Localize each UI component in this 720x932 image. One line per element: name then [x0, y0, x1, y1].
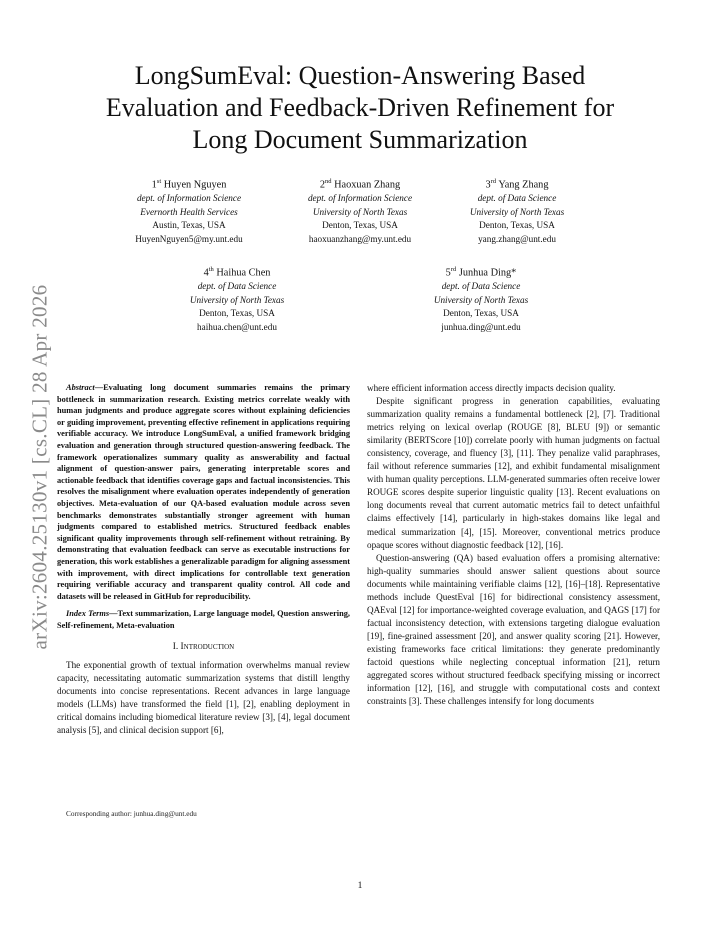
author-org: University of North Texas — [189, 294, 285, 305]
author-block-4 — [137, 263, 337, 334]
author-ordinal-suffix: nd — [325, 178, 332, 185]
author-dept: dept. of Data Science — [441, 281, 521, 292]
paragraph-continuation: where efficient information access directly impacts decision quality. — [367, 383, 616, 393]
title-line-3: Long Document Summarization — [192, 125, 528, 154]
index-terms-lead: Index Terms — [66, 609, 110, 619]
title-line-1: LongSumEval: Question-Answering Based — [134, 61, 586, 90]
index-terms — [57, 608, 350, 631]
right-column — [367, 382, 660, 708]
abstract-text: —Evaluating long document summaries remains the primary bottleneck in summarization research. Existing metrics correlate weakly with human judgments and produce aggregate scores without explaining deficiencies or guiding improvement, preventing effective refinement in applications requiring verifiable accuracy. We introduce LongSumEval, a unified framework bridging evaluation and generation through structured question-answering feedback. The framework operationalizes summary quality as answerability and factual alignment of question-answer pairs, generating interpretable scores and actionable feedback that identifies coverage gaps and factual inconsistencies. This resolves the misalignment where evaluation operates independently of generation objectives. Meta-evaluation of our QA-based evaluation module across seven benchmarks demonstrates substantially stronger agreement with human judgments compared to established metrics. Structured feedback enables significant quality improvements through self-refinement without retraining. By demonstrating that evaluation feedback can serve as executable instructions for generation, this work establishes a generalizable paradigm for aligning assessment with improvement, with direct implications for controllable text generation requiring verifiable accuracy and transparent quality control. All code and datasets will be released in GitHub for reproducibility. — [57, 383, 350, 601]
author-org: University of North Texas — [433, 294, 529, 305]
author-email: yang.zhang@unt.edu — [478, 233, 556, 244]
author-org: Evernorth Health Services — [140, 206, 238, 217]
author-org: University of North Texas — [469, 206, 565, 217]
author-location: Denton, Texas, USA — [443, 308, 519, 319]
author-ordinal-suffix: st — [156, 178, 162, 185]
author-ordinal: 2 — [319, 179, 325, 191]
author-name: Yang Zhang — [498, 179, 549, 191]
arxiv-identifier: arXiv:2604.25130v1 [cs.CL] 28 Apr 2026 — [27, 284, 52, 650]
author-email: haoxuanzhang@my.unt.edu — [308, 233, 412, 244]
author-email: HuyenNguyen5@my.unt.edu — [135, 233, 243, 244]
page-number: 1 — [357, 881, 363, 891]
section-heading-introduction: I. Introduction — [172, 642, 235, 653]
author-block-3 — [417, 175, 617, 246]
title-line-2: Evaluation and Feedback-Driven Refinement for — [105, 93, 615, 122]
arxiv-sidebar-stamp — [28, 262, 52, 672]
abstract — [57, 382, 350, 602]
author-name: Huyen Nguyen — [163, 179, 227, 191]
left-column — [57, 382, 350, 737]
author-org: University of North Texas — [312, 206, 408, 217]
author-location: Denton, Texas, USA — [479, 220, 555, 231]
author-ordinal-suffix: rd — [450, 266, 457, 273]
author-email: haihua.chen@unt.edu — [197, 321, 277, 332]
author-name: Haihua Chen — [216, 267, 271, 279]
author-ordinal: 1 — [151, 179, 157, 191]
intro-paragraph: The exponential growth of textual information overwhelms manual review capacity, necessitating automatic summarization systems that distill lengthy documents into concise representations. Recent advances in large language models (LLMs) have transformed the field [1], [2], enabling deployment in critical domains including biomedical literature review [3], [4], legal document analysis [5], and clinical decision support [6], — [57, 659, 350, 735]
paragraph-qa-evaluation: Question-answering (QA) based evaluation offers a promising alternative: high-quality summaries should answer salient questions about source documents while maintaining verifiable claims [12], [16]–[18]. Representative methods include QuestEval [16] for bidirectional consistency assessment, QAEval [12] for importance-weighted coverage evaluation, and QAGS [17] for factual inconsistency detection, with extensions targeting dialogue evaluation [19], fine-grained assessment [20], and answer quality scoring [21]. However, existing frameworks face critical limitations: they generate predominantly factoid questions while neglecting conceptual information [21], return aggregated scores without structured feedback specifying missing or incorrect information [12], [16], and struggle with computational costs and context constraints [3]. These challenges intensify for long documents — [367, 552, 660, 707]
index-terms-text: —Text summarization, Large language model, Question answering, Self-refinement, Meta-evaluation — [57, 609, 350, 630]
paper-title — [60, 60, 660, 156]
corresponding-author-footnote: Corresponding author: junhua.ding@unt.edu — [66, 809, 197, 818]
author-block-5 — [381, 263, 581, 334]
author-ordinal-suffix: th — [208, 266, 214, 273]
author-ordinal-suffix: rd — [490, 178, 497, 185]
author-dept: dept. of Data Science — [197, 281, 277, 292]
author-dept: dept. of Information Science — [136, 193, 242, 204]
abstract-lead: Abstract — [66, 383, 95, 392]
author-location: Denton, Texas, USA — [322, 220, 398, 231]
author-ordinal: 4 — [203, 267, 209, 279]
paragraph-evaluation-bottleneck: Despite significant progress in generation capabilities, evaluating summarization quality remains a fundamental bottleneck [2], [7]. Traditional metrics relying on lexical overlap (ROUGE [8], BLEU [9]) or semantic similarity (BERTScore [10]) correlate poorly with human judgments on factual consistency, coverage, and fluency [3], [11]. They penalize valid paraphrases, fail without reference summaries [12], and exhibit fundamental misalignment with human quality perceptions. LLM-generated summaries often receive lower ROUGE scores despite superior linguistic quality [13]. Recent evaluations on long documents reveal that current automatic metrics fail to detect unfaithful claims effectively [14], particularly in high-stakes domains like legal and medical summarization [4], [15]. Moreover, conventional metrics produce opaque scores without diagnostic feedback [12], [16]. — [367, 396, 660, 550]
author-ordinal: 3 — [485, 179, 491, 191]
author-name: Haoxuan Zhang — [334, 179, 401, 191]
author-email: junhua.ding@unt.edu — [441, 321, 521, 332]
author-dept: dept. of Information Science — [307, 193, 413, 204]
author-dept: dept. of Data Science — [477, 193, 557, 204]
author-location: Denton, Texas, USA — [199, 308, 275, 319]
author-name: Junhua Ding* — [458, 267, 517, 279]
author-block-1 — [89, 175, 289, 246]
author-location: Austin, Texas, USA — [152, 220, 226, 231]
author-ordinal: 5 — [445, 267, 451, 279]
